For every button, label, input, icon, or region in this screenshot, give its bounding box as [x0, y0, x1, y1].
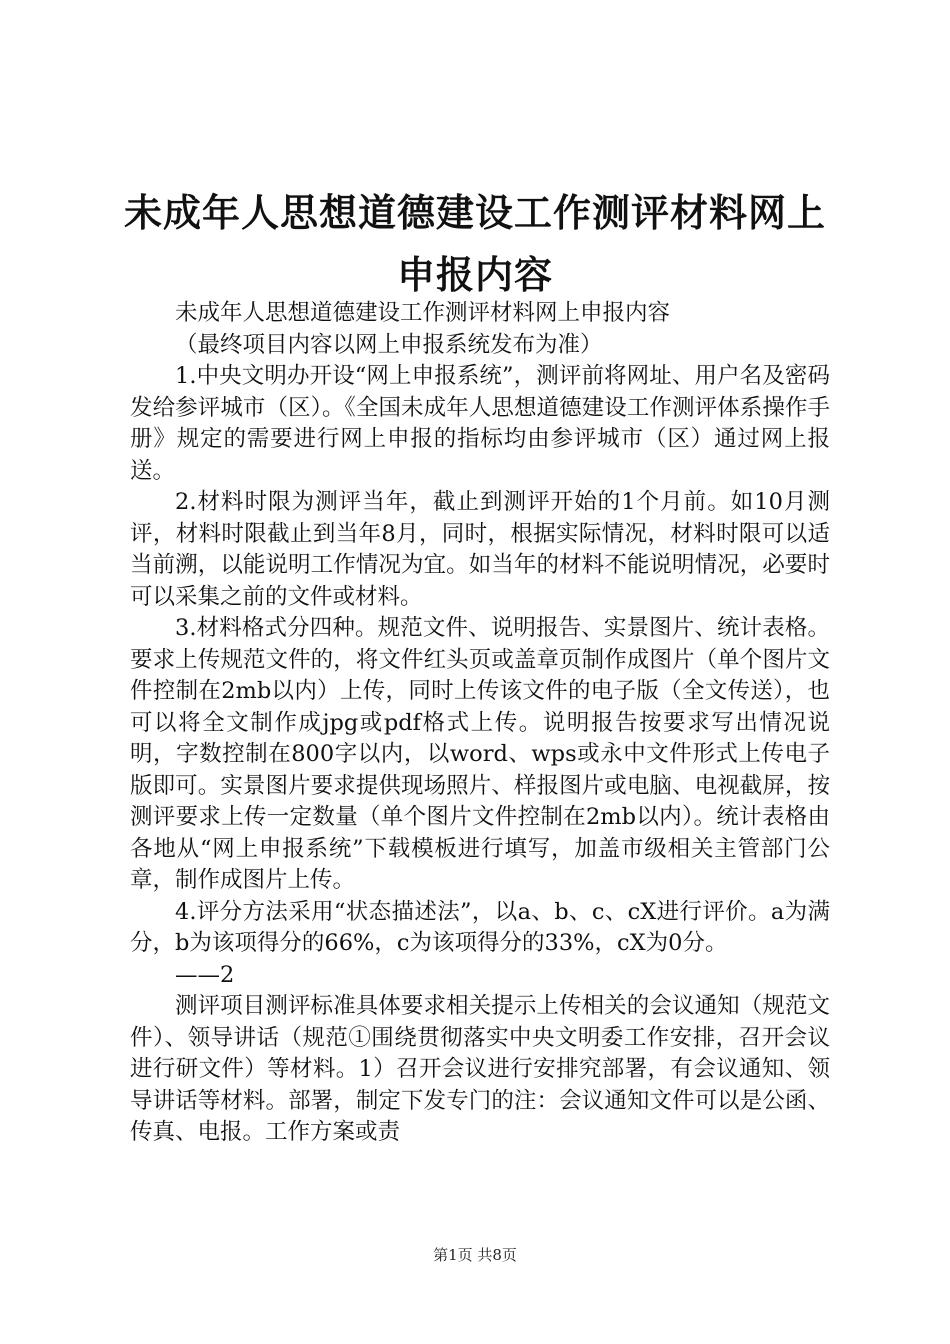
paragraph-3: 3.材料格式分四种。规范文件、说明报告、实景图片、统计表格。要求上传规范文件的，将文件红头页或盖章页制作成图片（单个图片文件控制在2mb以内）上传，同时上传该文件的电子版（全文传送），也可以将全文制作成jpg或pdf格式上传。说明报告按要求写出情况说明，字数控制在800字以内，以word、wps或永中文件形式上传电子版即可。实景图片要求提供现场照片、样报图片或电脑、电视截屏，按测评要求上传一定数量（单个图片文件控制在2mb以内）。统计表格由各地从“网上申报系统”下载模板进行填写，加盖市级相关主管部门公章，制作成图片上传。 — [130, 615, 830, 893]
paragraph-5: 测评项目测评标准具体要求相关提示上传相关的会议通知（规范文件）、领导讲话（规范①围绕贯彻落实中央文明委工作安排，召开会议进行研文件）等材料。1）召开会议进行安排究部署，有会议通知、领导讲话等材料。部署，制定下发专门的注：会议通知文件可以是公函、传真、电报。工作方案或责 — [130, 993, 830, 1145]
paragraph-1: 1.中央文明办开设“网上申报系统”，测评前将网址、用户名及密码发给参评城市（区）。《全国未成年人思想道德建设工作测评体系操作手册》规定的需要进行网上申报的指标均由参评城市（区）通过网上报送。 — [130, 363, 830, 484]
page-footer: 第1页 共8页 — [433, 1246, 517, 1264]
subtitle-line: 未成年人思想道德建设工作测评材料网上申报内容 — [175, 300, 671, 326]
document-body — [130, 298, 830, 1149]
note-line: （最终项目内容以网上申报系统发布为准） — [175, 331, 603, 358]
paragraph-4: 4.评分方法采用“状态描述法”，以a、b、c、cX进行评价。a为满分，b为该项得分的66%，c为该项得分的33%，cX为0分。 — [130, 898, 830, 956]
document-title: 未成年人思想道德建设工作测评材料网上申报内容 — [123, 191, 826, 297]
section-marker: ——2 — [175, 961, 235, 988]
paragraph-2: 2.材料时限为测评当年，截止到测评开始的1个月前。如10月测评，材料时限截止到当年8月，同时，根据实际情况，材料时限可以适当前溯，以能说明工作情况为宜。如当年的材料不能说明情况，必要时可以采集之前的文件或材料。 — [130, 489, 830, 610]
